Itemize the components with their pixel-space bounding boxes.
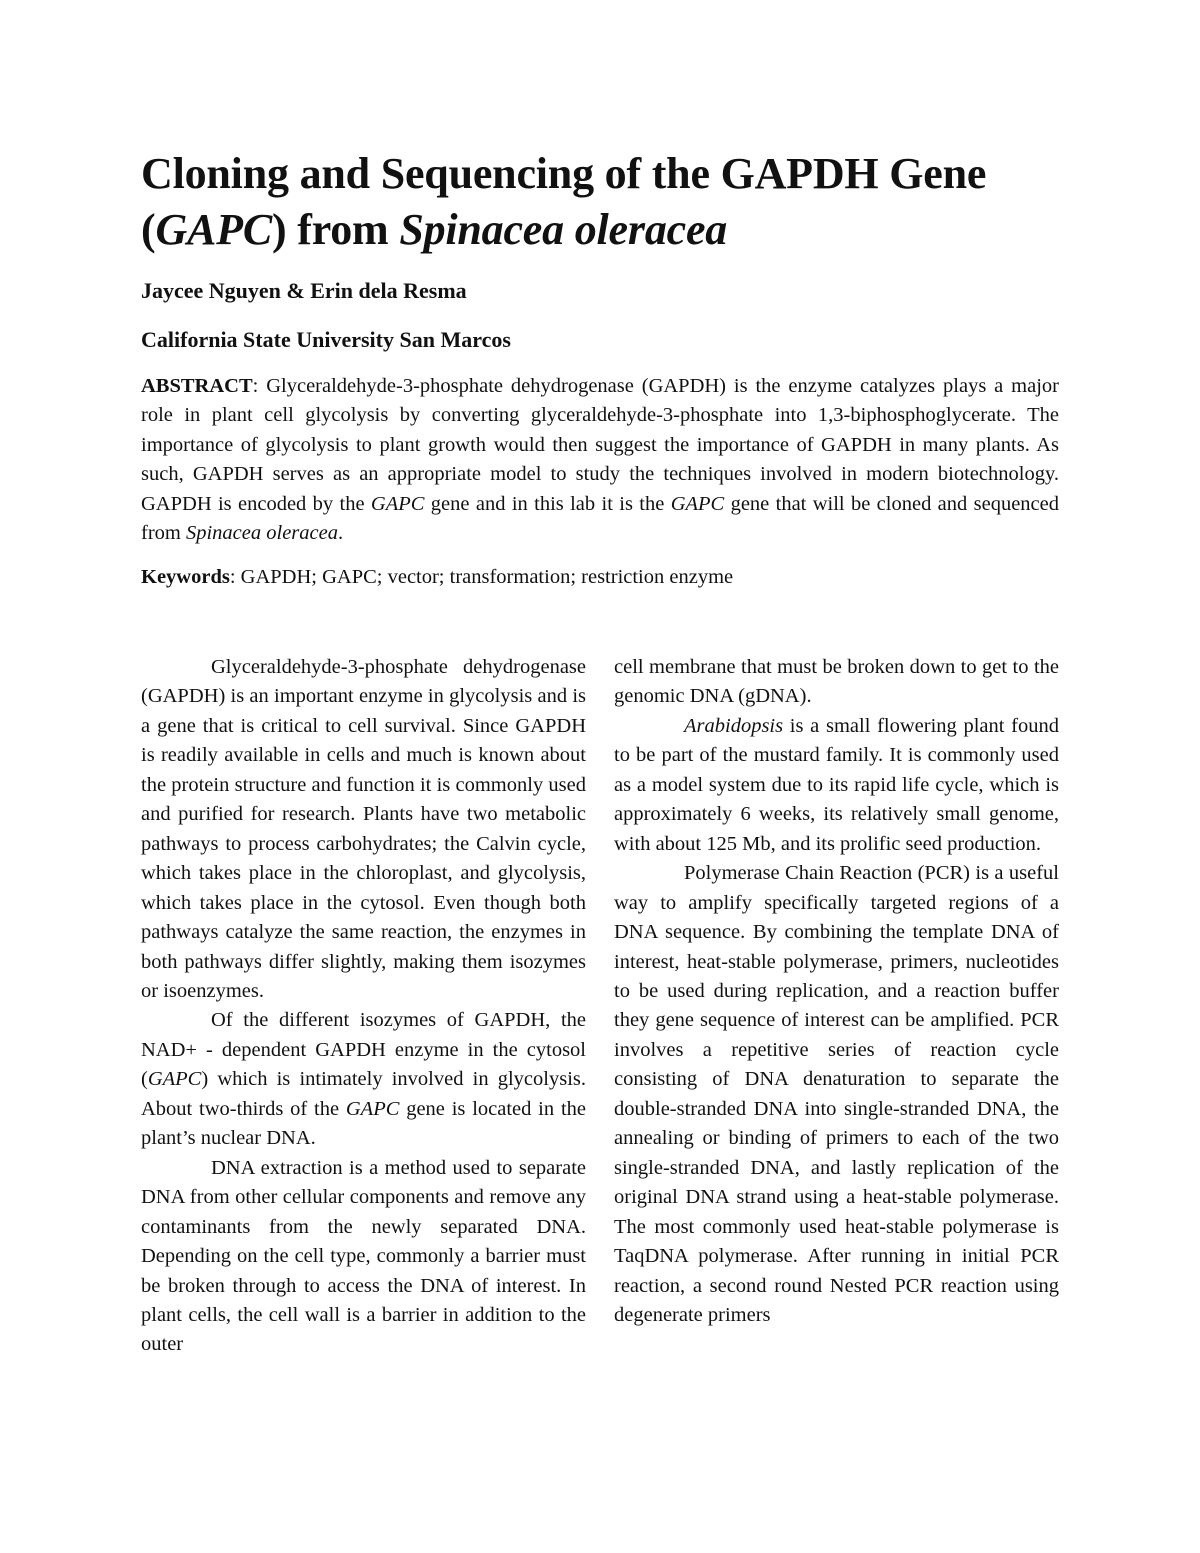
abstract-text-2: gene and in this lab it is the xyxy=(424,492,671,515)
title-part-2: ) from xyxy=(272,205,400,254)
abstract-text-4: . xyxy=(337,522,344,545)
body-paragraph-gapdh-intro: Glyceraldehyde-3-phosphate dehydrogenase (GAPDH) is an important enzyme in glycolysis and is a gene that is critical to cell survival. Since GAPDH is readily available in cells and much is known about the protein structure and function it is commonly used and purified for research. Plants have two metabolic pathways to process carbohydrates; the Calvin cycle, which takes place in the chloroplast, and glycolysis, which takes place in the cytosol. Even though both pathways catalyze the same reaction, the enzymes in both pathways differ slightly, making them isozymes or isoenzymes. xyxy=(141,656,586,1002)
title-gene-name: GAPC xyxy=(155,205,273,254)
keywords-label: Keywords xyxy=(141,566,230,588)
keywords-text: : GAPDH; GAPC; vector; transformation; restriction enzyme xyxy=(229,566,734,588)
isozymes-gene-1: GAPC xyxy=(147,1068,202,1091)
paper-affiliation: California State University San Marcos xyxy=(141,327,511,352)
abstract-gene-2: GAPC xyxy=(670,492,725,515)
title-species-name: Spinacea oleracea xyxy=(399,205,728,254)
abstract-label: ABSTRACT xyxy=(141,375,253,397)
keywords-line xyxy=(141,563,1059,592)
abstract-gene-1: GAPC xyxy=(370,492,425,515)
body-paragraph-pcr: Polymerase Chain Reaction (PCR) is a useful way to amplify specifically targeted regions of a DNA sequence. By combining the template DNA of interest, heat-stable polymerase, primers, nucleotides to be used during replication, and a reaction buffer they gene sequence of interest can be amplified. PCR involves a repetitive series of reaction cycle consisting of DNA denaturation to separate the double-stranded DNA into single-stranded DNA, the annealing or binding of primers to each of the two single-stranded DNA, and lastly replication of the original DNA strand using a heat-stable polymerase. The most commonly used heat-stable polymerase is TaqDNA polymerase. After running in initial PCR reaction, a second round Nested PCR reaction using degenerate primers xyxy=(614,862,1059,1326)
isozymes-gene-2: GAPC xyxy=(345,1097,400,1120)
arabidopsis-text: is a small flowering plant found to be part of the mustard family. It is commonly used as a model system due to its rapid life cycle, which is approximately 6 weeks, its relatively small genome, with about 125 Mb, and its prolific seed production. xyxy=(614,714,1059,855)
body-paragraph-dna-extraction-continued: cell membrane that must be broken down to get to the genomic DNA (gDNA). xyxy=(614,656,1059,708)
title-part-1: Cloning and Sequencing of the GAPDH Gene ( xyxy=(141,149,987,254)
isozymes-text-1: Of the different isozymes of GAPDH, the NAD+ - dependent GAPDH enzyme in the cytosol ( xyxy=(141,1009,586,1091)
arabidopsis-term: Arabidopsis xyxy=(684,714,784,737)
body-column-right xyxy=(614,653,1059,1330)
body-paragraph-isozymes xyxy=(141,1006,586,1153)
paper-authors: Jaycee Nguyen & Erin dela Resma xyxy=(141,278,467,303)
isozymes-text-3: gene is located in the plant’s nuclear DNA. xyxy=(141,1097,586,1150)
paper-title xyxy=(141,146,1071,258)
abstract-species: Spinacea oleracea xyxy=(185,522,338,545)
abstract-text-1: : Glyceraldehyde-3-phosphate dehydrogenase (GAPDH) is the enzyme catalyzes plays a major role in plant cell glycolysis by converting glyceraldehyde-3-phosphate into 1,3-biphosphoglycerate. The importance of glycolysis to plant growth would then suggest the importance of GAPDH in many plants. As such, GAPDH serves as an appropriate model to study the techniques involved in modern biotechnology. GAPDH is encoded by the xyxy=(141,375,1059,515)
isozymes-text-2: ) which is intimately involved in glycolysis. About two-thirds of the xyxy=(141,1068,586,1120)
abstract-paragraph xyxy=(141,372,1059,548)
body-paragraph-dna-extraction: DNA extraction is a method used to separate DNA from other cellular components and remove any contaminants from the newly separated DNA. Depending on the cell type, commonly a barrier must be broken through to access the DNA of interest. In plant cells, the cell wall is a barrier in addition to the outer xyxy=(141,1156,586,1356)
body-column-left xyxy=(141,653,586,1360)
abstract-text-3: gene that will be cloned and sequenced from xyxy=(141,492,1060,545)
body-paragraph-arabidopsis xyxy=(614,712,1059,859)
